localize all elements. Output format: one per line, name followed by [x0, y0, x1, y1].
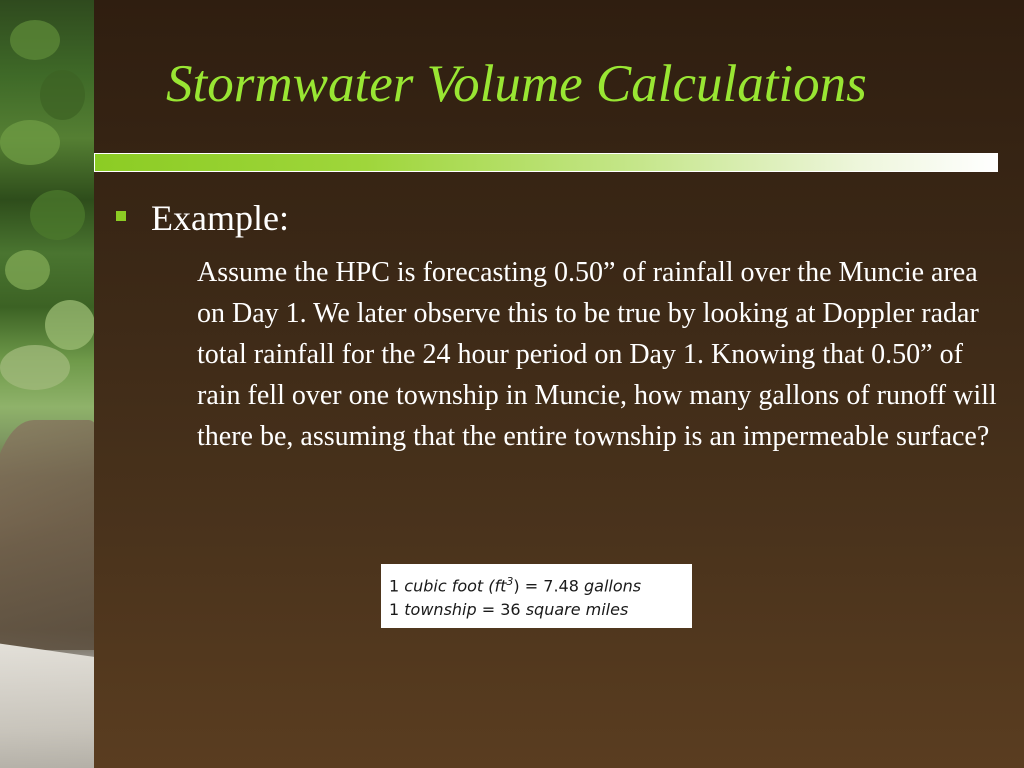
- square-bullet-icon: [116, 211, 126, 221]
- conversion-formulas: [381, 564, 692, 628]
- sidewalk: [0, 641, 94, 768]
- title-divider-bar: [94, 153, 998, 172]
- bullet-item: [116, 198, 289, 238]
- slide-title: Stormwater Volume Calculations: [166, 55, 867, 113]
- formula-cubic-foot: 1 cubic foot $(ft^3) = 7.48$ gallons: [389, 575, 642, 596]
- nature-photo-strip: [0, 0, 94, 768]
- bullet-label: Example:: [151, 198, 289, 238]
- example-paragraph: Assume the HPC is forecasting 0.50” of rainfall over the Muncie area on Day 1. We later observe this to be true by looking at Doppler radar total rainfall for the 24 hour period on Day 1. Knowing that 0.50” of rain fell over one township in Muncie, how many gallons of runoff will there be, assuming that the entire township is an impermeable surface?: [197, 257, 997, 452]
- stream-water: [0, 420, 94, 650]
- formula-township: 1 township = 36 square miles: [389, 600, 629, 619]
